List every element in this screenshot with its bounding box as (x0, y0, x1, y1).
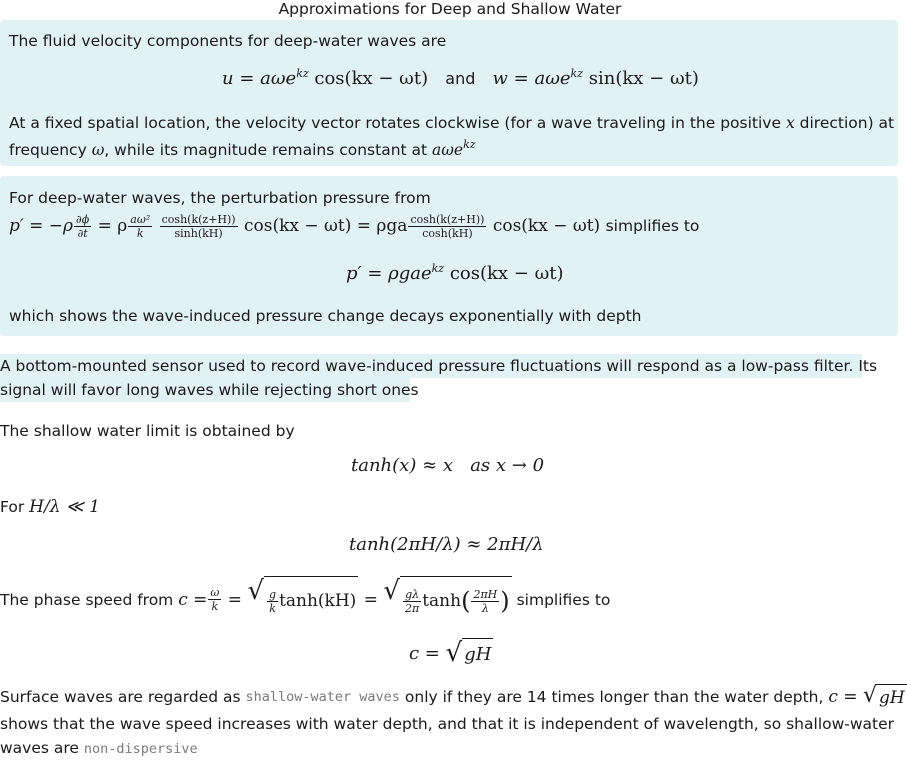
line2-start: At a fixed spatial location, the velocity vector rotates clockwise (for a wave traveling in the positive (9, 114, 782, 132)
dphi-den: ∂t (77, 227, 88, 240)
line3-omega: ω (91, 141, 105, 159)
cosh1-num: cosh(k(z+H)) (161, 213, 236, 226)
final3-start: waves are (0, 739, 79, 757)
final-line1 (0, 684, 907, 709)
cosh-cosh-fraction (408, 213, 486, 240)
w-den: k (211, 600, 219, 613)
eq-and: and (445, 69, 476, 88)
result-tail: cos(kx − ωt) (449, 263, 564, 284)
final-line2: shows that the wave speed increases with water depth, and that it is independent of wavelength, so shallow-water (0, 715, 895, 733)
deep-water-pressure-box (0, 176, 898, 336)
tanh2-approx: tanh(2πH/λ) ≈ 2πH/λ (349, 534, 544, 555)
gh-root: gH (462, 638, 493, 668)
pressure-equation (9, 206, 699, 246)
sensor-line1: A bottom-mounted sensor used to record wave-induced pressure fluctuations will respond as a low-pass filter. Its (0, 357, 878, 375)
velocity-intro: The fluid velocity components for deep-water waves are (9, 32, 447, 50)
final1-math (828, 684, 906, 709)
phase-equation: c = $\frac{\omega}{k}$ = √ $\frac{g}{k}$ tanh(kH) = √ $\frac{g\lambda}{2\pi}$ tanh ( $\frac{2\pi H}{\lambda}$ ) (178, 576, 511, 623)
g-k-fraction (267, 588, 278, 615)
c-eq: c = (409, 642, 440, 664)
eq-u-exp: kz (296, 67, 309, 80)
aw-fraction (128, 213, 152, 240)
p-lhs: p′ = −ρ (9, 216, 74, 236)
pih-den: λ (481, 601, 489, 615)
sqrt-gh: √ gH (445, 638, 492, 668)
tanh-word: tanh (422, 591, 462, 611)
velocity-equations (222, 67, 699, 89)
phase-c: c = (178, 589, 208, 610)
page-title: Approximations for Deep and Shallow Water (278, 0, 622, 18)
line3-mag: aωe (432, 141, 464, 159)
non-dispersive-code: non-dispersive (83, 741, 198, 757)
final-line3 (0, 737, 198, 760)
sqrt-gl-2pi: √ $\frac{g\lambda}{2\pi}$ tanh ( $\frac{2\pi H}{\lambda}$ ) (383, 576, 511, 623)
c-result (409, 638, 493, 668)
pressure-intro: For deep-water waves, the perturbation pressure from (9, 189, 431, 207)
sqrt-g-k: √ $\frac{g}{k}$ tanh(kH) (247, 576, 358, 623)
pressure-conclusion: which shows the wave-induced pressure change decays exponentially with depth (9, 307, 642, 325)
aw-den: k (136, 227, 144, 240)
result-lhs: p′ = ρgae (346, 263, 432, 284)
w-num: ω (210, 586, 220, 599)
final1-c: c = (828, 686, 858, 707)
w-k-fraction (208, 586, 221, 613)
shallow-intro: The shallow water limit is obtained by (0, 422, 295, 440)
line3-mid: , while its magnitude remains constant at (104, 141, 428, 159)
pressure-result (346, 262, 564, 284)
eq-w-lhs: w = aωe (492, 68, 571, 89)
final1-root: gH (877, 684, 907, 709)
gl-2pi-fraction (403, 588, 421, 615)
dphi-dt-fraction (74, 213, 91, 240)
eq-u-tail: cos(kx − ωt) (314, 68, 429, 89)
eq-mid3: cos(kx − ωt) (492, 216, 601, 236)
g-den: k (269, 601, 276, 615)
tanh-approx (351, 455, 544, 476)
shallow-water-code: shallow-water waves (245, 688, 400, 705)
tanh-kh: tanh(kH) (279, 591, 357, 611)
velocity-line2 (9, 112, 894, 134)
2pih-l-fraction (471, 588, 499, 615)
g-num: g (269, 587, 277, 601)
line2-x: x (785, 114, 795, 132)
eq-u-lhs: u = aωe (222, 68, 297, 89)
tanh-cond: as x → 0 (470, 455, 545, 476)
gl-num: gλ (405, 587, 420, 601)
final1-start: Surface waves are regarded as (0, 687, 241, 706)
sinh-den: sinh(kH) (174, 227, 223, 240)
for-text: For (0, 498, 25, 516)
line3-start: frequency (9, 141, 87, 159)
gl-den: 2π (404, 601, 420, 615)
dphi-num: ∂ϕ (76, 213, 90, 226)
aw-num: aω² (130, 213, 151, 226)
eq-mid1: = ρ (97, 216, 128, 236)
eq-mid2: cos(kx − ωt) = ρga (244, 216, 408, 236)
deep-water-velocity-box (0, 20, 898, 166)
for-math: H/λ ≪ 1 (29, 497, 100, 517)
result-exp: kz (431, 262, 445, 275)
final1-sqrt: √ gH (862, 683, 905, 708)
eq-w-exp: kz (570, 67, 584, 80)
phase-speed-line (0, 576, 610, 623)
pih-num: 2πH (473, 587, 498, 601)
phase-text: The phase speed from (0, 590, 174, 609)
velocity-line3 (9, 134, 476, 161)
for-line (0, 496, 100, 518)
eq-w-tail: sin(kx − ωt) (588, 68, 699, 89)
phase-tail: simplifies to (516, 590, 611, 609)
final1-mid: only if they are 14 times longer than the water depth, (404, 687, 824, 706)
cosh2-num: cosh(k(z+H)) (410, 213, 485, 226)
tanh-eq: tanh(x) ≈ x (351, 455, 454, 476)
sensor-line2: signal will favor long waves while rejecting short ones (0, 381, 419, 399)
cosh-sinh-fraction (160, 213, 238, 240)
cosh2-den: cosh(kH) (422, 227, 473, 240)
line2-end: direction) at (799, 114, 895, 132)
simplifies-text: simplifies to (605, 217, 700, 235)
line3-mag-exp: kz (463, 138, 476, 151)
